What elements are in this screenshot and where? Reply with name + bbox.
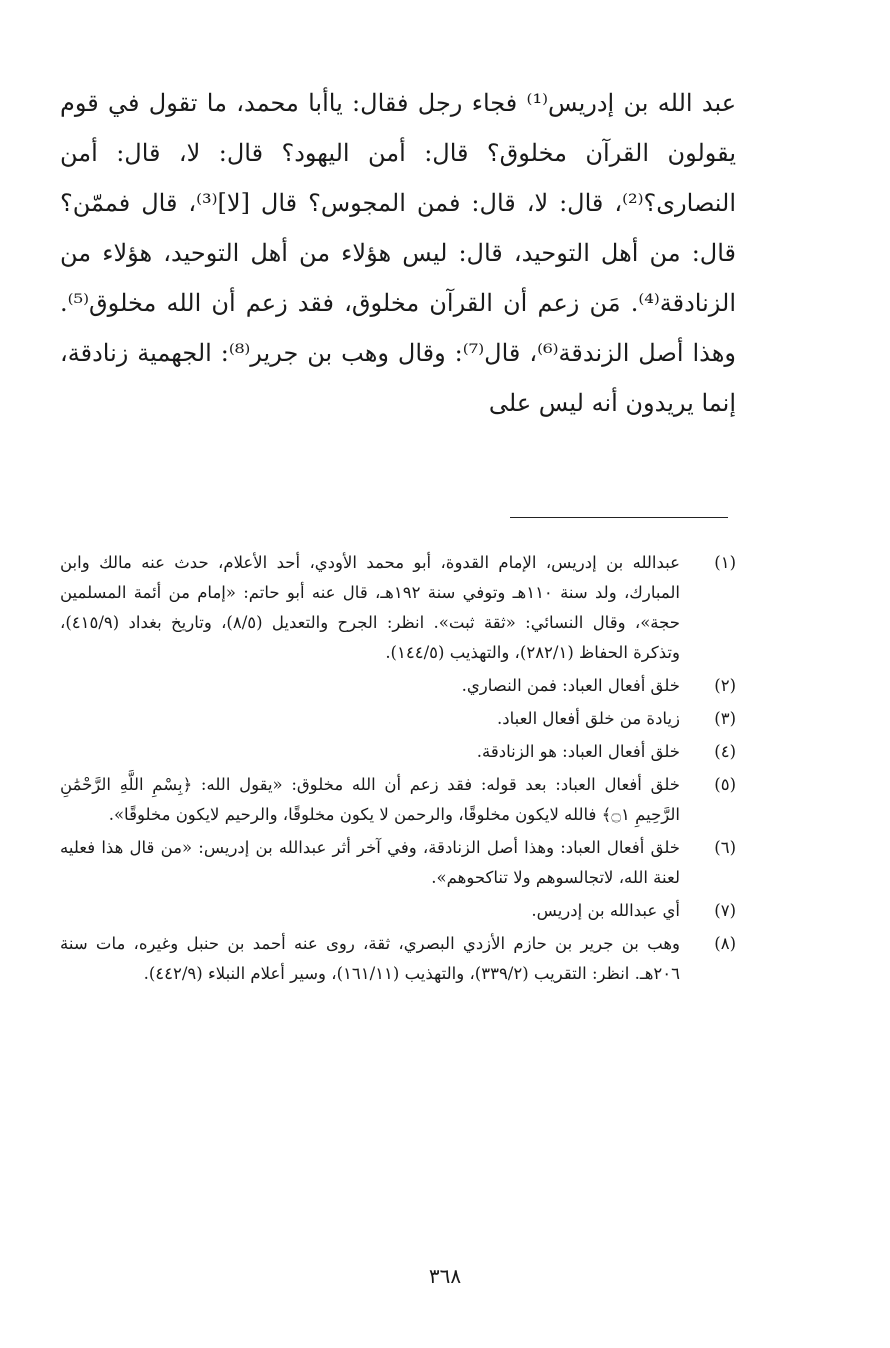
footnote-text: خلق أفعال العباد: بعد قوله: فقد زعم أن الله مخلوق: «يقول الله: ﴿بِسْمِ اللَّهِ الرَّحْمَٰنِ الرَّحِيمِ ۝١﴾ فالله لايكون مخلوقًا، والرحمن لا يكون مخلوقًا، والرحيم لايكون مخلوقًا». (60, 775, 680, 824)
main-text-block (60, 78, 736, 428)
footnote-number: (٨) (714, 934, 736, 953)
footnote-text: عبدالله بن إدريس، الإمام القدوة، أبو محمد الأودي، أحد الأعلام، حدث عنه مالك وابن المبارك، ولد سنة ١١٠هـ وتوفي سنة ١٩٢هـ، قال عنه أبو حاتم: «إمام من أئمة المسلمين حجة»، وقال النسائي: «ثقة ثبت». انظر: الجرح والتعديل (٨/٥)، وتاريخ بغداد (٤١٥/٩)، وتذكرة الحفاظ (٢٨٢/١)، والتهذيب (١٤٤/٥). (60, 553, 680, 662)
footnote-3 (60, 704, 736, 734)
footnote-text: زيادة من خلق أفعال العباد. (497, 709, 680, 728)
footnote-text: خلق أفعال العباد: فمن النصاري. (461, 676, 680, 695)
footnote-text: خلق أفعال العباد: وهذا أصل الزنادقة، وفي آخر أثر عبدالله بن إدريس: «من قال هذا فعليه لعنة الله، لاتجالسوهم ولا تناكحوهم». (60, 838, 680, 887)
footnote-number: (٢) (714, 676, 736, 695)
footnote-text: أي عبدالله بن إدريس. (531, 901, 680, 920)
footnote-text: خلق أفعال العباد: هو الزنادقة. (476, 742, 680, 761)
footnote-6 (60, 833, 736, 893)
footnote-text: وهب بن جرير بن حازم الأزدي البصري، ثقة، روى عنه أحمد بن حنبل وغيره، مات سنة ٢٠٦هـ. انظر: التقريب (٣٣٩/٢)، والتهذيب (١٦١/١١)، وسير أعلام النبلاء (٤٤٢/٩). (60, 934, 680, 983)
footnote-number: (١) (714, 553, 736, 572)
footnote-divider (510, 517, 728, 518)
footnote-number: (٣) (714, 709, 736, 728)
page-number: ٣٦٨ (428, 1264, 462, 1288)
footnote-1 (60, 548, 736, 668)
footnote-number: (٥) (714, 775, 736, 794)
footnote-4 (60, 737, 736, 767)
footnote-number: (٤) (714, 742, 736, 761)
footnote-7 (60, 896, 736, 926)
footnote-5 (60, 770, 736, 830)
main-paragraph: عبد الله بن إدريس⁽¹⁾ فجاء رجل فقال: ياأبا محمد، ما تقول في قوم يقولون القرآن مخلوق؟ قال: أمن اليهود؟ قال: لا، قال: أمن النصارى؟⁽²⁾، قال: لا، قال: فمن المجوس؟ قال [لا]⁽³⁾، قال فممّن؟ قال: من أهل التوحيد، قال: ليس هؤلاء من أهل التوحيد، هؤلاء من الزنادقة⁽⁴⁾. مَن زعم أن القرآن مخلوق، فقد زعم أن الله مخلوق⁽⁵⁾. وهذا أصل الزندقة⁽⁶⁾، قال⁽⁷⁾: وقال وهب بن جرير⁽⁸⁾: الجهمية زنادقة، إنما يريدون أنه ليس على (60, 89, 737, 417)
footnote-number: (٦) (714, 838, 736, 857)
footnote-2 (60, 671, 736, 701)
footnotes-section (60, 548, 736, 992)
footnote-number: (٧) (714, 901, 736, 920)
footnote-8 (60, 929, 736, 989)
